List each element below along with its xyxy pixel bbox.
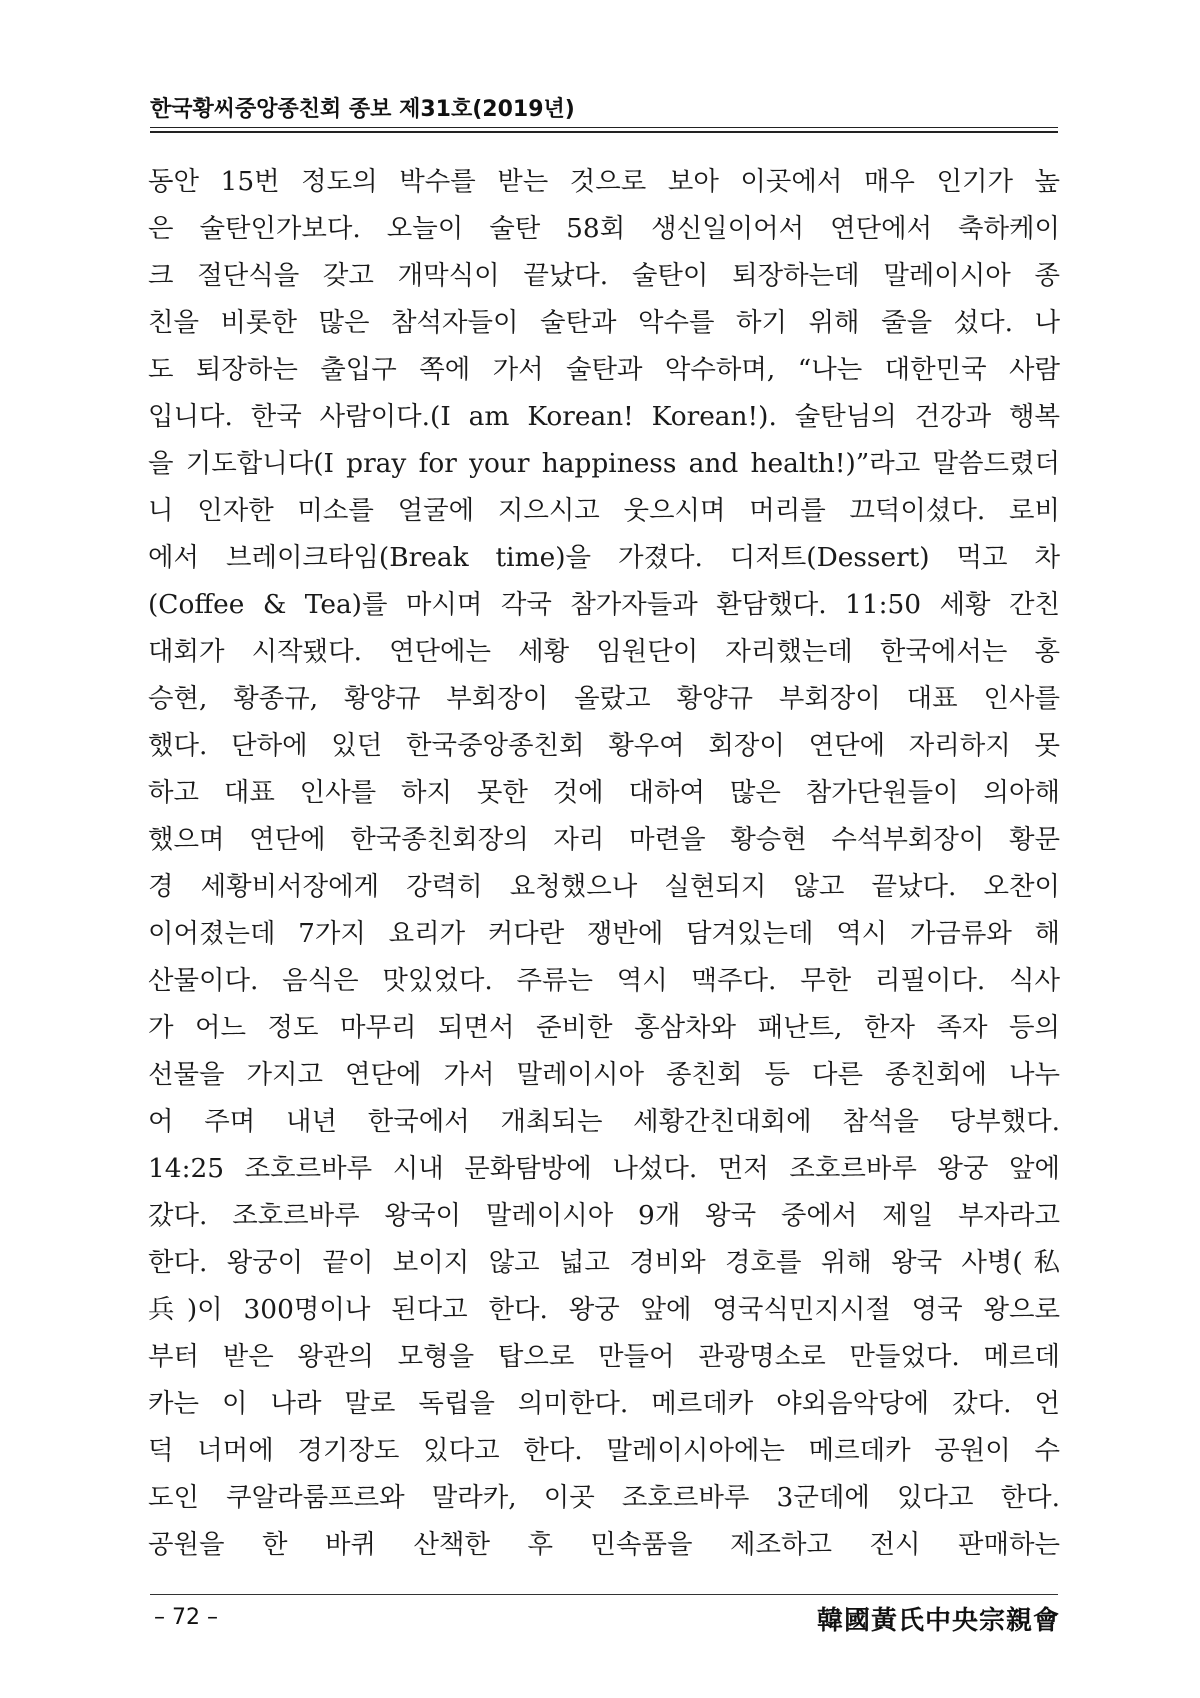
text-line: 부터 받은 왕관의 모형을 탑으로 만들어 관광명소로 만들었다. 메르데 — [148, 1341, 1060, 1372]
header-rule-thick — [150, 131, 1058, 133]
text-line: 입니다. 한국 사람이다.(I am Korean! Korean!). 술탄님의 건강과 행복 — [148, 401, 1060, 432]
text-line: 도인 쿠알라룸프르와 말라카, 이곳 조호르바루 3군데에 있다고 한다. — [148, 1482, 1060, 1513]
text-line: (Coffee & Tea)를 마시며 각국 참가자들과 환담했다. 11:50 세황 간친 — [148, 589, 1060, 620]
text-line: 은 술탄인가보다. 오늘이 술탄 58회 생신일이어서 연단에서 축하케이 — [148, 213, 1060, 244]
text-line: 경 세황비서장에게 강력히 요청했으나 실현되지 않고 끝났다. 오찬이 — [148, 871, 1060, 902]
publication-title: 한국황씨중앙종친회 종보 제31호(2019년) — [150, 97, 575, 122]
text-line: 니 인자한 미소를 얼굴에 지으시고 웃으시며 머리를 끄덕이셨다. 로비 — [148, 495, 1060, 526]
text-line: 가 어느 정도 마무리 되면서 준비한 홍삼차와 패난트, 한자 족자 등의 — [148, 1012, 1060, 1043]
text-line: 선물을 가지고 연단에 가서 말레이시아 종친회 등 다른 종친회에 나누 — [148, 1059, 1060, 1090]
text-line: 동안 15번 정도의 박수를 받는 것으로 보아 이곳에서 매우 인기가 높 — [148, 166, 1060, 197]
text-line: 했으며 연단에 한국종친회장의 자리 마련을 황승현 수석부회장이 황문 — [148, 824, 1060, 855]
text-line: 친을 비롯한 많은 참석자들이 술탄과 악수를 하기 위해 줄을 섰다. 나 — [148, 307, 1060, 338]
article-body — [148, 158, 1060, 1568]
text-line: 하고 대표 인사를 하지 못한 것에 대하여 많은 참가단원들이 의아해 — [148, 777, 1060, 808]
text-line: 카는 이 나라 말로 독립을 의미한다. 메르데카 야외음악당에 갔다. 언 — [148, 1388, 1060, 1419]
text-line: 도 퇴장하는 출입구 쪽에 가서 술탄과 악수하며, “나는 대한민국 사람 — [148, 354, 1060, 385]
text-line: 산물이다. 음식은 맛있었다. 주류는 역시 맥주다. 무한 리필이다. 식사 — [148, 965, 1060, 996]
text-line: 14:25 조호르바루 시내 문화탐방에 나섰다. 먼저 조호르바루 왕궁 앞에 — [148, 1153, 1060, 1184]
organization-logo-text: 韓國黃氏中央宗親會 — [816, 1606, 1060, 1636]
text-line: 공원을 한 바퀴 산책한 후 민속품을 제조하고 전시 판매하는 — [148, 1529, 1060, 1560]
page-number: – 72 – — [154, 1605, 218, 1630]
footer-rule — [150, 1594, 1058, 1595]
text-line: 크 절단식을 갖고 개막식이 끝났다. 술탄이 퇴장하는데 말레이시아 종 — [148, 260, 1060, 291]
text-line: 을 기도합니다(I pray for your happiness and health!)”라고 말씀드렸더 — [148, 448, 1060, 479]
text-line: 한다. 왕궁이 끝이 보이지 않고 넓고 경비와 경호를 위해 왕국 사병(私 — [148, 1247, 1060, 1278]
text-line: 덕 너머에 경기장도 있다고 한다. 말레이시아에는 메르데카 공원이 수 — [148, 1435, 1060, 1466]
text-line: 갔다. 조호르바루 왕국이 말레이시아 9개 왕국 중에서 제일 부자라고 — [148, 1200, 1060, 1231]
text-line: 兵)이 300명이나 된다고 한다. 왕궁 앞에 영국식민지시절 영국 왕으로 — [148, 1294, 1060, 1325]
text-line: 어 주며 내년 한국에서 개최되는 세황간친대회에 참석을 당부했다. — [148, 1106, 1060, 1137]
text-line: 승현, 황종규, 황양규 부회장이 올랐고 황양규 부회장이 대표 인사를 — [148, 683, 1060, 714]
text-line: 이어졌는데 7가지 요리가 커다란 쟁반에 담겨있는데 역시 가금류와 해 — [148, 918, 1060, 949]
header-rule — [150, 127, 1058, 128]
text-line: 대회가 시작됐다. 연단에는 세황 임원단이 자리했는데 한국에서는 홍 — [148, 636, 1060, 667]
text-line: 했다. 단하에 있던 한국중앙종친회 황우여 회장이 연단에 자리하지 못 — [148, 730, 1060, 761]
text-line: 에서 브레이크타임(Break time)을 가졌다. 디저트(Dessert) 먹고 차 — [148, 542, 1060, 573]
